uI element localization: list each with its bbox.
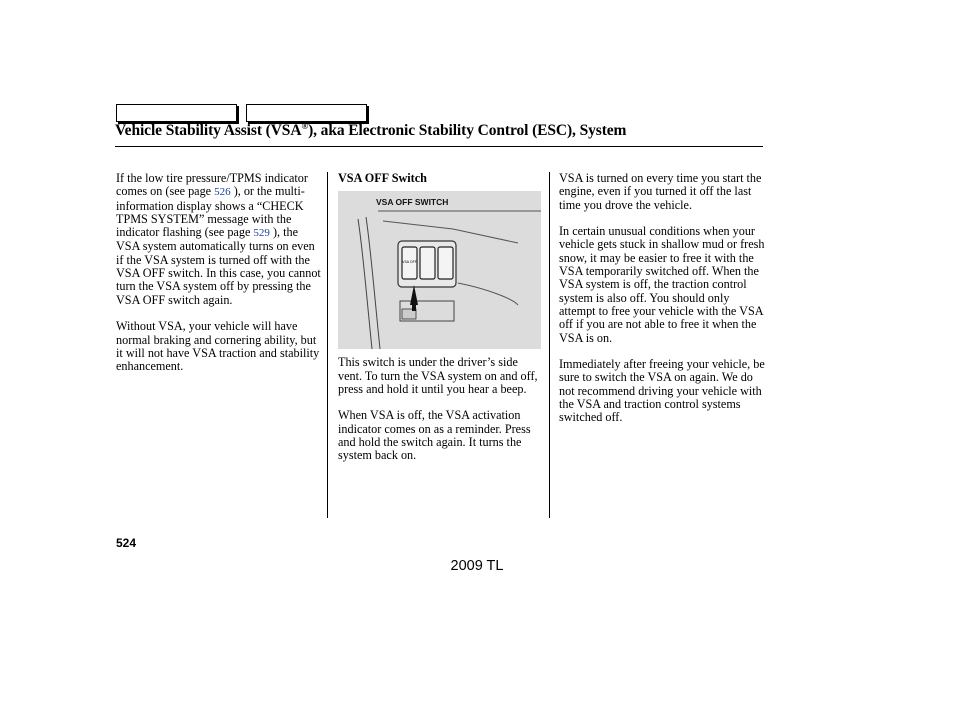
vsa-switch-figure bbox=[338, 191, 541, 349]
paragraph: Without VSA, your vehicle will have normal braking and cornering ability, but it will not have VSA traction and stability enhancement. bbox=[116, 319, 320, 374]
paragraph: In certain unusual conditions when your vehicle gets stuck in shallow mud or fresh snow, it may be easier to free it with the VSA temporarily switched off. When the VSA system is off, the traction control system is also off. You should only attempt to free your vehicle with the VSA off if you are not able to free it when the VSA is on. bbox=[559, 224, 765, 345]
page-link-526[interactable]: 526 bbox=[214, 186, 231, 199]
page-title: Vehicle Stability Assist (VSA®), aka Electronic Stability Control (ESC), System bbox=[115, 121, 627, 140]
column-divider bbox=[327, 172, 328, 518]
column-2 bbox=[338, 172, 544, 476]
nav-tab-2[interactable] bbox=[246, 104, 367, 122]
footer-model: 2009 TL bbox=[450, 558, 504, 574]
title-rule bbox=[115, 146, 763, 147]
paragraph: When VSA is off, the VSA activation indicator comes on as a reminder. Press and hold the switch again. It turns the system back on. bbox=[338, 408, 531, 463]
dashboard-illustration-icon bbox=[338, 191, 541, 349]
nav-tab-1[interactable] bbox=[116, 104, 237, 122]
section-heading: VSA OFF Switch bbox=[338, 171, 427, 185]
page-link-529[interactable]: 529 bbox=[253, 227, 270, 240]
paragraph: Immediately after freeing your vehicle, be sure to switch the VSA on again. We do not recommend driving your vehicle with the VSA and traction control systems switched off. bbox=[559, 357, 765, 425]
column-1 bbox=[116, 172, 322, 387]
paragraph: VSA is turned on every time you start the engine, even if you turned it off the last time you drove the vehicle. bbox=[559, 171, 762, 212]
paragraph: If the low tire pressure/TPMS indicator comes on (see page 526 ), or the multi-information display shows a “CHECK TPMS SYSTEM” message with the indicator flashing (see page 529 ), the VSA system automatically turns on even if the VSA system is turned off with the VSA OFF switch. In this case, you cannot turn the VSA system off by pressing the VSA OFF switch again. bbox=[116, 171, 321, 307]
paragraph: This switch is under the driver’s side vent. To turn the VSA system on and off, press and hold it until you hear a beep. bbox=[338, 355, 538, 396]
column-divider bbox=[549, 172, 550, 518]
column-3 bbox=[559, 172, 765, 438]
page-number: 524 bbox=[116, 536, 137, 550]
vsa-off-switch[interactable]: VSA OFF bbox=[402, 260, 417, 265]
figure-label: VSA OFF SWITCH bbox=[376, 197, 449, 208]
